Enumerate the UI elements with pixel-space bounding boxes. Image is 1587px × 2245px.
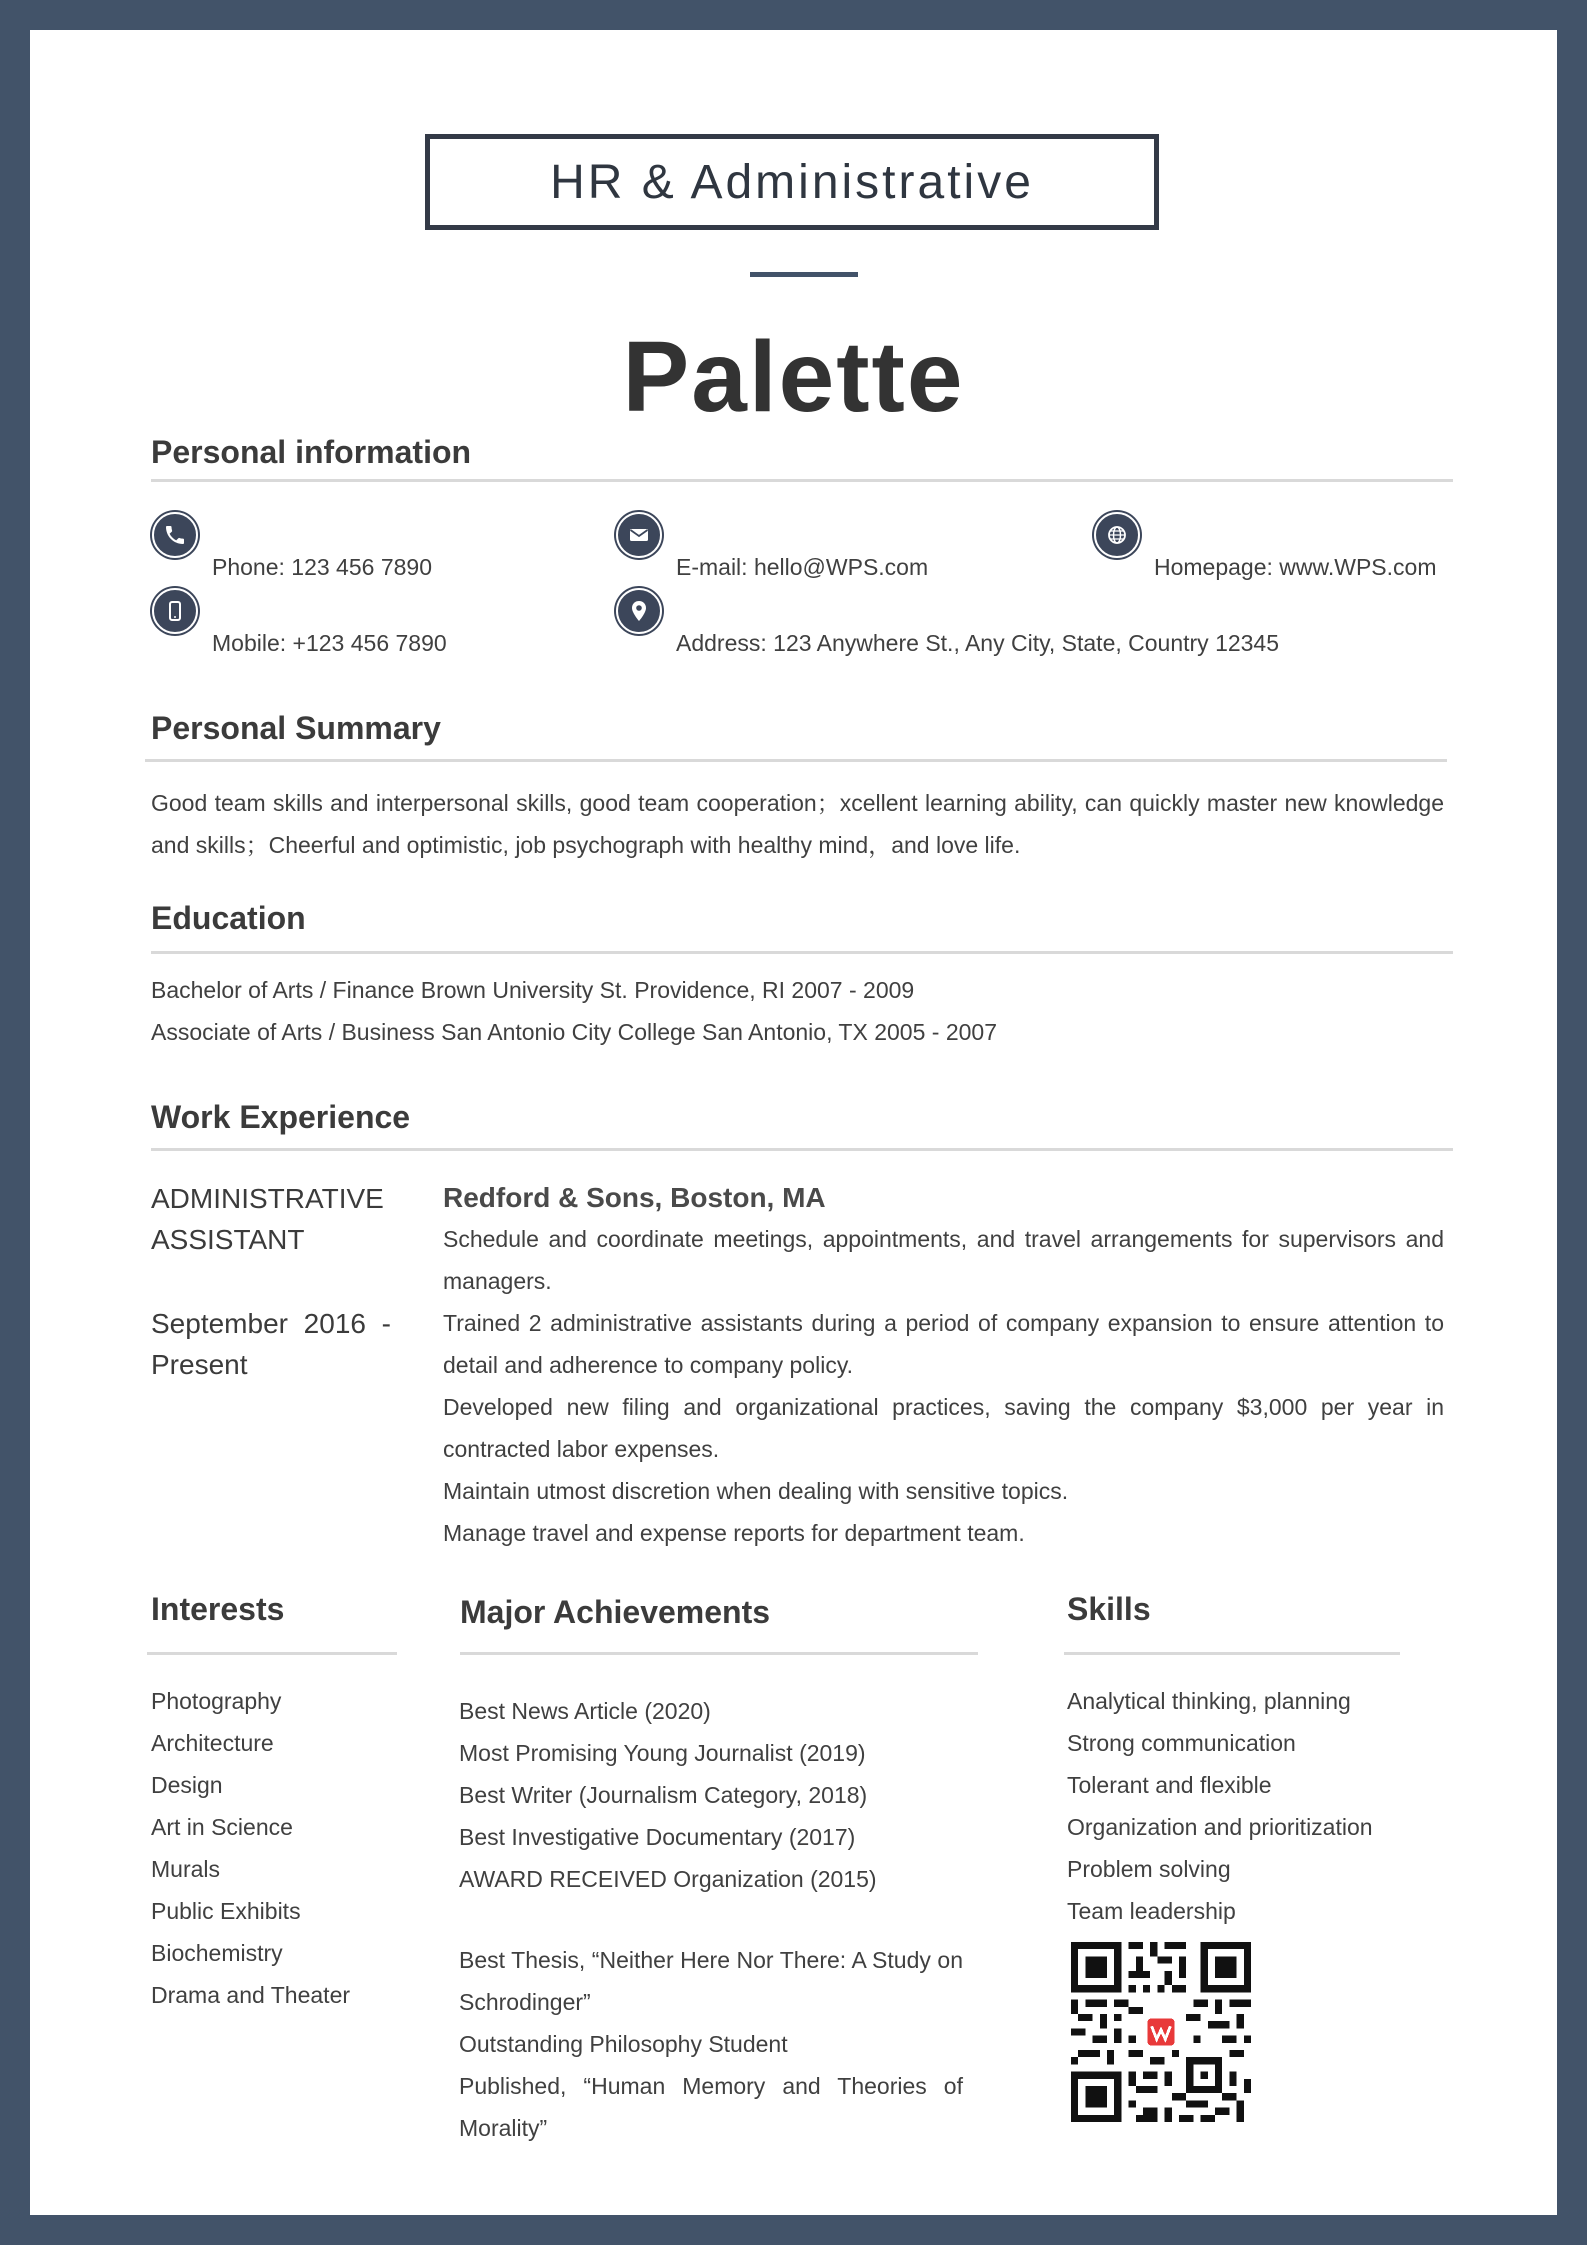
personal-info-heading: Personal information (151, 434, 472, 470)
work-heading: Work Experience (151, 1099, 411, 1135)
achievements-heading: Major Achievements (460, 1594, 771, 1630)
education-item: Bachelor of Arts / Finance Brown University St. Providence, RI 2007 - 2009 (151, 977, 915, 1003)
mobile-icon (152, 588, 198, 634)
education-rule (151, 951, 1453, 954)
work-bullet: Maintain utmost discretion when dealing with sensitive topics. (443, 1478, 1069, 1504)
phone-text: Phone: 123 456 7890 (212, 554, 432, 580)
resume-page (30, 30, 1557, 2215)
interests-heading: Interests (151, 1591, 285, 1627)
interests-list (151, 1680, 350, 2016)
interest-item: Murals (151, 1856, 221, 1882)
achievement-item: Most Promising Young Journalist (2019) (459, 1740, 866, 1766)
work-company: Redford & Sons, Boston, MA (443, 1182, 826, 1213)
mobile-text: Mobile: +123 456 7890 (212, 630, 447, 656)
achievements-group-2 (459, 1939, 963, 2149)
summary-rule (145, 759, 1447, 762)
achievement-item: AWARD RECEIVED Organization (2015) (459, 1866, 877, 1892)
education-list (151, 969, 997, 1053)
interests-rule (147, 1652, 397, 1655)
job-title: HR & Administrative (550, 155, 1034, 209)
qr-code (1071, 1942, 1251, 2122)
mail-icon (616, 512, 662, 558)
achievement-item: Best Thesis, “Neither Here Nor There: A Study on Schrodinger” (459, 1947, 963, 2015)
interest-item: Biochemistry (151, 1940, 283, 1966)
achievement-item: Published, “Human Memory and Theories of Morality” (459, 2073, 963, 2141)
job-title-box (425, 134, 1159, 230)
work-dates: September 2016 - Present (151, 1308, 391, 1380)
work-rule (151, 1148, 1453, 1151)
summary-text: Good team skills and interpersonal skills, good team cooperation；xcellent learning ability, can quickly master new knowledge and skills；Cheerful and optimistic, job psychograph with healthy mind，and love life. (151, 790, 1444, 858)
email-text: E-mail: hello@WPS.com (676, 554, 929, 580)
interest-item: Drama and Theater (151, 1982, 351, 2008)
achievements-group-1 (459, 1690, 877, 1900)
skills-rule (1064, 1652, 1400, 1655)
personal-info-rule (151, 479, 1453, 482)
work-bullet: Developed new filing and organizational practices, saving the company $3,000 per year in contracted labor expenses. (443, 1394, 1444, 1462)
globe-icon (1094, 512, 1140, 558)
achievement-item: Best News Article (2020) (459, 1698, 711, 1724)
skills-list (1067, 1680, 1373, 1932)
accent-line (750, 272, 858, 277)
skills-heading: Skills (1067, 1591, 1151, 1627)
skill-item: Team leadership (1067, 1898, 1236, 1924)
address-text: Address: 123 Anywhere St., Any City, State, Country 12345 (676, 630, 1280, 656)
work-bullet: Manage travel and expense reports for department team. (443, 1520, 1025, 1546)
interest-item: Public Exhibits (151, 1898, 301, 1924)
interest-item: Photography (151, 1688, 282, 1714)
interest-item: Design (151, 1772, 223, 1798)
summary-heading: Personal Summary (151, 710, 441, 746)
homepage-text: Homepage: www.WPS.com (1154, 554, 1437, 580)
skill-item: Problem solving (1067, 1856, 1231, 1882)
interest-item: Art in Science (151, 1814, 293, 1840)
work-role: ADMINISTRATIVE ASSISTANT (151, 1183, 384, 1255)
candidate-name: Palette (622, 321, 965, 433)
achievement-item: Best Writer (Journalism Category, 2018) (459, 1782, 868, 1808)
phone-icon (152, 512, 198, 558)
work-bullet: Schedule and coordinate meetings, appointments, and travel arrangements for supervisors and managers. (443, 1226, 1444, 1294)
education-item: Associate of Arts / Business San Antonio City College San Antonio, TX 2005 - 2007 (151, 1019, 997, 1045)
interest-item: Architecture (151, 1730, 274, 1756)
achievement-item: Outstanding Philosophy Student (459, 2031, 788, 2057)
work-bullet: Trained 2 administrative assistants during a period of company expansion to ensure attention to detail and adherence to company policy. (443, 1310, 1444, 1378)
skill-item: Strong communication (1067, 1730, 1296, 1756)
achievement-item: Best Investigative Documentary (2017) (459, 1824, 856, 1850)
location-icon (616, 588, 662, 634)
skill-item: Analytical thinking, planning (1067, 1688, 1351, 1714)
education-heading: Education (151, 900, 306, 936)
skill-item: Organization and prioritization (1067, 1814, 1373, 1840)
work-bullets (443, 1218, 1444, 1554)
skill-item: Tolerant and flexible (1067, 1772, 1272, 1798)
achievements-rule (460, 1652, 978, 1655)
